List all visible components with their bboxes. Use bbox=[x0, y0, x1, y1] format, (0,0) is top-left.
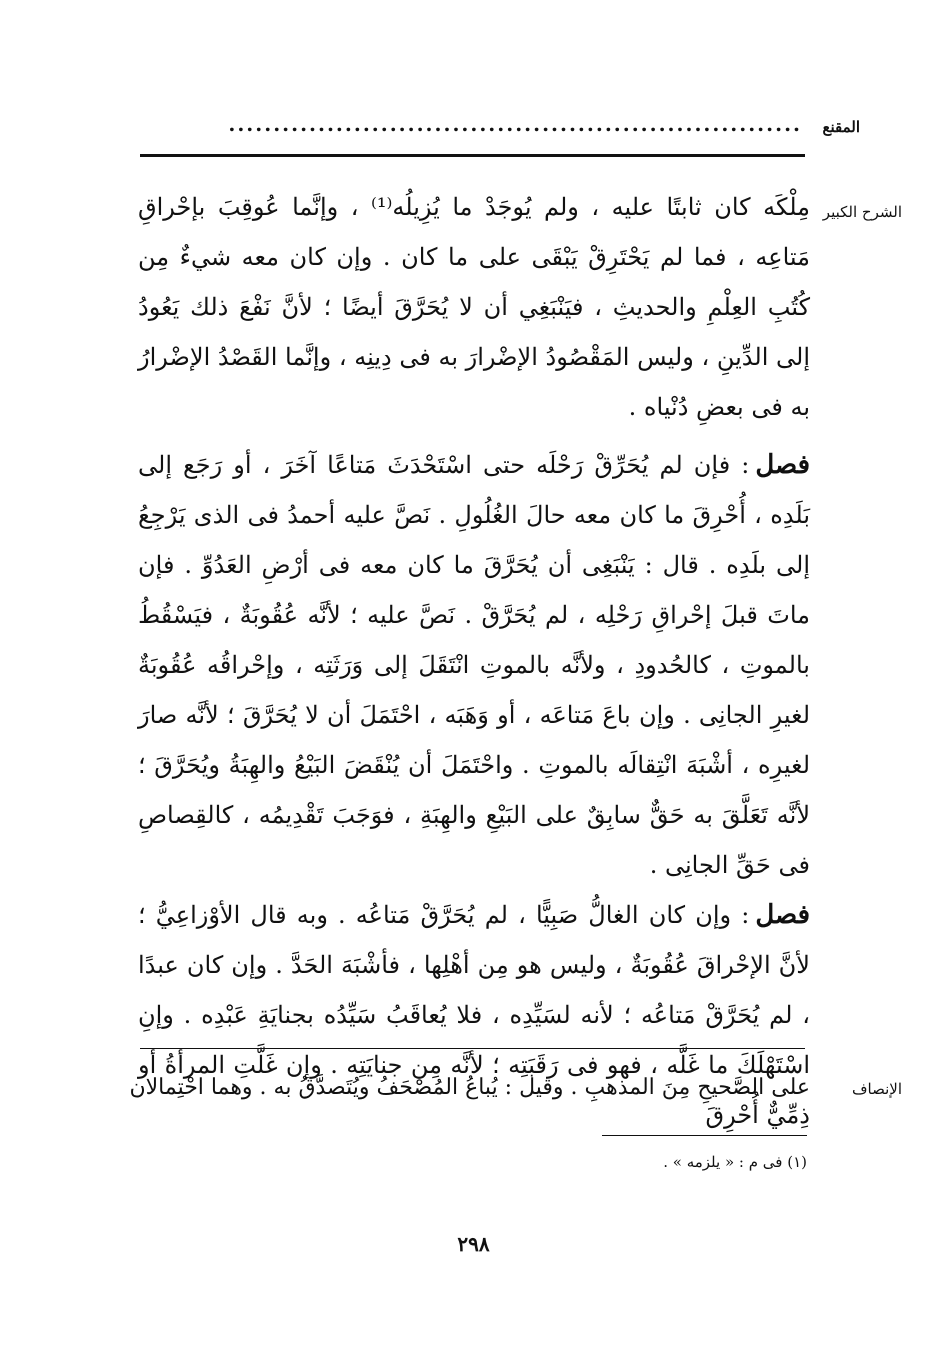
insaf-divider bbox=[140, 1048, 805, 1049]
insaf-text: على الصَّحيحِ مِنَ المذهبِ . وقيل : يُباعُ المُصْحَفُ ويُتَصدَّقُ به . وهما احْتِمالان bbox=[129, 1075, 810, 1100]
running-head bbox=[140, 112, 860, 146]
margin-label-insaf: الإنصاف bbox=[851, 1080, 902, 1098]
leader-dots: ................................................................ bbox=[228, 112, 802, 136]
header-rule bbox=[140, 154, 805, 157]
running-title: المقنع bbox=[822, 118, 860, 136]
margin-label-sharh: الشرح الكبير bbox=[822, 203, 902, 221]
paragraph-3-text: : وإن كان الغالُّ صَبِيًّا ، لم يُحَرَّقْ مَتاعُه . وبه قال الأوْزاعِيُّ ؛ لأنَّ الإحْراقَ عُقُوبَةٌ ، وليس هو مِن أهْلِها ، فأشْبَهَ الحَدَّ . وإن كان عبدًا ، لم يُحَرَّقْ مَتاعُه ؛ لأنه لسَيِّدِه ، فلا يُعاقَبُ سَيِّدُه بجنايَةِ عَبْدِه . وإنِ اسْتَهْلَكَ ما غَلَّه ، فهو فى رَقَبَتِه ؛ لأنَّه مِن جنايَتِه . وإن غَلَّتِ المرأةُ أو ذِمِّيٌّ أُحْرِقَ bbox=[138, 901, 810, 1129]
page-number: ٢٩٨ bbox=[457, 1232, 490, 1256]
paragraph-2 bbox=[138, 440, 810, 890]
fasl-heading-2: فصل bbox=[755, 900, 810, 930]
paragraph-1: مِلْكَه كان ثابتًا عليه ، ولم يُوجَدْ ما يُزِيلُه⁽¹⁾ ، وإنَّما عُوقِبَ بإحْراقِ مَتاعِه ، فما لم يَحْتَرِقْ يَبْقَى على ما كان . وإن كان معه شيءٌ مِن كُتُبِ العِلْمِ والحديثِ ، فيَنْبَغِي أن لا يُحَرَّقَ أيضًا ؛ لأنَّ نَفْعَ ذلك يَعُودُ إلى الدِّينِ ، وليس المَقْصُودُ الإضْرارَ به فى دِينِه ، وإنَّما القَصْدُ الإضْرارُ به فى بعضِ دُنْياه . bbox=[138, 193, 811, 421]
main-text bbox=[129, 182, 811, 1140]
footnote: (١) فى م : « يلزمه » . bbox=[663, 1153, 807, 1171]
footnote-rule bbox=[602, 1135, 807, 1136]
fasl-heading-1: فصل bbox=[755, 450, 810, 480]
paragraph-2-text: : فإن لم يُحَرِّقْ رَحْلَه حتى اسْتَحْدَثَ مَتاعًا آخَرَ ، أو رَجَع إلى بَلَدِه ، أُحْرِقَ ما كان معه حالَ الغُلُولِ . نَصَّ عليه أحمدُ فى الذى يَرْجِعُ إلى بلَدِه . قال : يَنْبَغِى أن يُحَرَّقَ ما كان معه فى أرْضِ العَدُوِّ . فإن ماتَ قبلَ إحْراقِ رَحْلِه ، لم يُحَرَّقْ . نَصَّ عليه ؛ لأنَّه عُقُوبَةٌ ، فيَسْقُطُ بالموتِ ، كالحُدودِ ، ولأنَّه بالموتِ انْتَقَلَ إلى وَرَثَتِه ، وإحْراقُه عُقُوبَةٌ لغيرِ الجانِى . وإن باعَ مَتاعَه ، أو وَهَبَه ، احْتَمَلَ أن لا يُحَرَّقَ ؛ لأنَّه صارَ لغيرِه ، أشْبَهَ انْتِقالَه بالموتِ . واحْتَمَلَ أن يُنْقَضَ البَيْعُ والهِبَةُ ويُحَرَّقَ ؛ لأنَّه تَعَلَّقَ به حَقٌّ سابِقٌ على البَيْعِ والهِبَةِ ، فوَجَبَ تَقْدِيمُه ، كالقِصاصِ فى حَقِّ الجانِى . bbox=[138, 451, 811, 879]
